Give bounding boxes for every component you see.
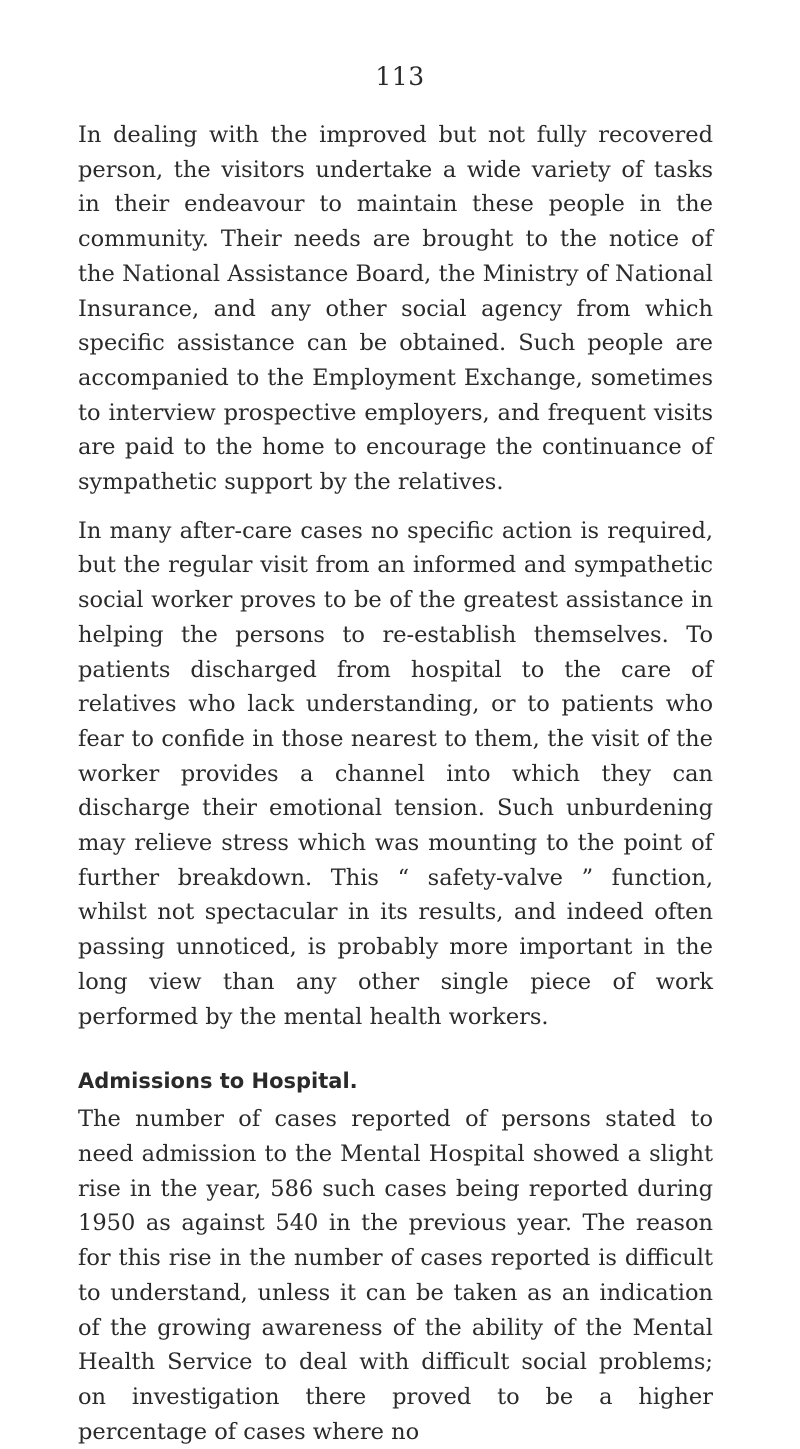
page-body — [78, 118, 713, 1449]
paragraph-after-care-tasks: In dealing with the improved but not fully recovered person, the visitors undertake a wide variety of tasks in their endeavour to maintain these people in the community. Their needs are brought to the notice of the National Assistance Board, the Ministry of National Insurance, and any other social agency from which specific assistance can be obtained. Such people are accompanied to the Employment Exchange, sometimes to interview prospective employers, and frequent visits are paid to the home to encourage the continuance of sympathetic support by the relatives. — [78, 122, 713, 496]
page-number: 113 — [375, 62, 425, 91]
paragraph-regular-visits: In many after-care cases no specific action is required, but the regular visit from an informed and sympathetic social worker proves to be of the greatest assistance in helping the persons to re-establish themselves. To patients discharged from hospital to the care of relatives who lack understanding, or to patients who fear to confide in those nearest to them, the visit of the worker provides a channel into which they can discharge their emotional tension. Such unburdening may relieve stress which was mounting to the point of further breakdown. This “ safety-valve ” function, whilst not spectacular in its results, and indeed often passing unnoticed, is probably more important in the long view than any other single piece of work performed by the mental health workers. — [78, 517, 713, 1030]
paragraph-admissions: The number of cases reported of persons stated to need admission to the Mental Hospital showed a slight rise in the year, 586 such cases being reported during 1950 as against 540 in the previous year. The reason for this rise in the number of cases reported is difficult to understand, unless it can be taken as an indication of the growing awareness of the ability of the Mental Health Service to deal with difficult social problems; on investigation there proved to be a higher percentage of cases where no — [78, 1106, 713, 1445]
section-heading-admissions: Admissions to Hospital. — [78, 1069, 358, 1094]
